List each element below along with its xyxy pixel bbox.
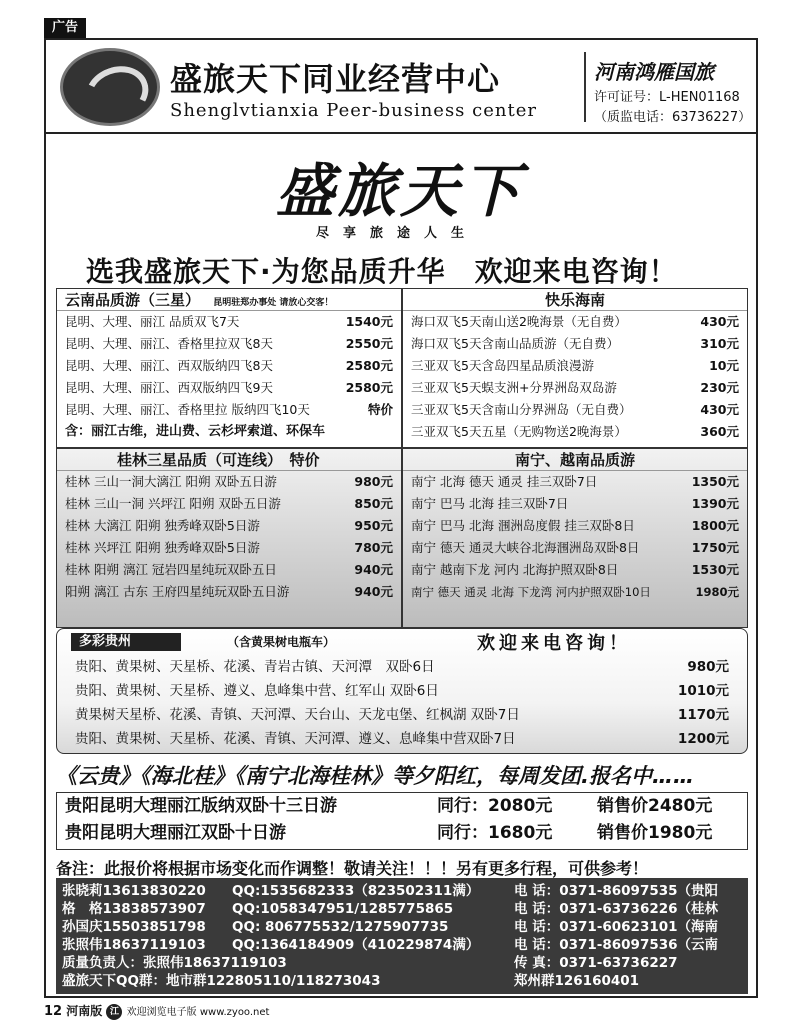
route: 贵阳、黄果树、天星桥、遵义、息峰集中营、红军山 双卧6日	[75, 683, 439, 699]
contact-row	[62, 918, 742, 936]
route: 海口双飞5天含南山品质游（无自费）	[411, 336, 619, 351]
guizhou-list	[67, 655, 737, 751]
price: 1530元	[691, 562, 739, 577]
contact-row	[62, 900, 742, 918]
list-item	[57, 333, 401, 355]
contact-row	[62, 954, 742, 972]
deal-row	[57, 820, 747, 847]
list-item	[57, 537, 401, 559]
contact-phone: 电 话：0371-60623101（海南	[514, 919, 719, 935]
list-item	[403, 377, 747, 399]
company-name-en: Shenglvtianxia Peer-business center	[170, 100, 537, 121]
footer-site: 欢迎浏览电子版 www.zyoo.net	[126, 1007, 270, 1018]
route: 桂林 阳朔 漓江 冠岩四星纯玩双卧五日	[65, 562, 277, 577]
price: 980元	[687, 659, 729, 675]
price: 1200元	[677, 731, 729, 747]
contact-qq: QQ:1364184909（410229874满）	[232, 937, 480, 953]
hainan-box	[402, 288, 748, 448]
route: 贵阳、黄果树、天星桥、花溪、青镇、天河潭、遵义、息峰集中营双卧7日	[75, 731, 516, 747]
edition: 河南版	[66, 1004, 103, 1018]
list-item	[57, 515, 401, 537]
price: 430元	[700, 402, 739, 417]
header-divider	[584, 52, 586, 122]
brand-calligraphy: 盛旅天下	[276, 157, 525, 225]
contact-row	[62, 882, 742, 900]
license-number: 许可证号：L-HEN01168	[594, 90, 740, 105]
hainan-title: 快乐海南	[403, 289, 747, 311]
price: 230元	[700, 380, 739, 395]
price: 940元	[354, 584, 393, 599]
yunnan-note: 昆明驻郑办事处 请放心交客！	[213, 298, 334, 308]
contact-name: 格 格13838573907	[62, 901, 206, 917]
route: 南宁 北海 德天 通灵 挂三双卧7日	[411, 474, 598, 489]
route: 贵阳、黄果树、天星桥、花溪、青岩古镇、天河潭 双卧6日	[75, 659, 435, 675]
price: 950元	[354, 518, 393, 533]
price: 850元	[354, 496, 393, 511]
contact-qq: QQ:1058347951/1285775865	[232, 901, 454, 917]
route: 桂林 三山一洞 兴坪江 阳朔 双卧五日游	[65, 496, 281, 511]
remark: 备注：此报价将根据市场变化而作调整！敬请关注！！！另有更多行程，可供参考！	[56, 859, 649, 878]
price: 980元	[354, 474, 393, 489]
contact-name: 张照伟18637119103	[62, 937, 206, 953]
contacts-box	[56, 878, 748, 994]
route: 三亚双飞5天含南山分界洲岛（无自费）	[411, 402, 632, 417]
guizhou-box	[56, 628, 748, 754]
fax: 传 真：0371-63736227	[514, 955, 678, 971]
qq-groups: 盛旅天下QQ群：地市群122805110/118273043	[62, 973, 381, 989]
price: 940元	[354, 562, 393, 577]
route: 南宁 德天 通灵大峡谷北海涠洲岛双卧8日	[411, 540, 640, 555]
list-item	[403, 311, 747, 333]
company-logo	[60, 48, 160, 126]
retail-price: 销售价2480元	[597, 796, 713, 816]
company-name-cn: 盛旅天下同业经营中心	[170, 60, 501, 98]
price: 1010元	[677, 683, 729, 699]
route: 昆明、大理、丽江 品质双飞7天	[65, 314, 240, 329]
price: 1980元	[695, 585, 739, 599]
list-item	[67, 679, 737, 703]
list-item	[57, 311, 401, 333]
header	[46, 40, 756, 134]
deal-route: 贵阳昆明大理丽江版纳双卧十三日游	[65, 796, 337, 816]
list-item	[67, 727, 737, 751]
price: 2550元	[345, 336, 393, 351]
yunnan-title: 云南品质游（三星）	[65, 291, 201, 309]
slogan: 选我盛旅天下·为您品质升华 欢迎来电咨询！	[86, 255, 678, 288]
route: 昆明、大理、丽江、香格里拉双飞8天	[65, 336, 273, 351]
list-item	[403, 421, 747, 443]
guilin-title: 桂林三星品质（可连线） 特价	[57, 449, 401, 471]
route: 昆明、大理、丽江、西双版纳四飞8天	[65, 358, 273, 373]
route: 南宁 巴马 北海 挂三双卧7日	[411, 496, 569, 511]
contact-qq: QQ:1535682333（823502311满）	[232, 883, 480, 899]
route: 南宁 巴马 北海 涠洲岛度假 挂三双卧8日	[411, 518, 635, 533]
nanning-box	[402, 448, 748, 628]
route: 桂林 兴坪江 阳朔 独秀峰双卧5日游	[65, 540, 260, 555]
list-item	[403, 537, 747, 559]
guizhou-sub: （含黄果树电瓶车）	[227, 635, 336, 649]
contact-row	[62, 972, 742, 990]
list-item	[57, 471, 401, 493]
route: 昆明、大理、丽江、西双版纳四飞9天	[65, 380, 273, 395]
route: 桂林 三山一洞大漓江 阳朔 双卧五日游	[65, 474, 277, 489]
yunnan-box	[56, 288, 402, 448]
quality-manager: 质量负责人：张照伟18637119103	[62, 955, 287, 971]
price: 1800元	[691, 518, 739, 533]
contact-phone: 电 话：0371-86097535（贵阳	[514, 883, 719, 899]
contact-phone: 电 话：0371-86097536（云南	[514, 937, 719, 953]
price: 310元	[700, 336, 739, 351]
list-item	[67, 655, 737, 679]
guilin-box	[56, 448, 402, 628]
contact-name: 孙国庆15503851798	[62, 919, 206, 935]
list-item	[57, 559, 401, 581]
brand-tagline: 尽享旅途人生	[316, 226, 479, 241]
route: 昆明、大理、丽江、香格里拉 版纳四飞10天	[65, 402, 310, 417]
price: 430元	[700, 314, 739, 329]
price: 1350元	[691, 474, 739, 489]
tour-grid	[56, 288, 748, 630]
price: 2580元	[345, 358, 393, 373]
page-footer	[44, 1002, 269, 1020]
list-item	[57, 399, 401, 421]
list-item	[57, 581, 401, 603]
price: 1750元	[691, 540, 739, 555]
guizhou-call: 欢迎来电咨询！	[477, 633, 631, 654]
route: 桂林 大漓江 阳朔 独秀峰双卧5日游	[65, 518, 260, 533]
route: 三亚双飞5天五星（无购物送2晚海景）	[411, 424, 627, 439]
contact-qq: QQ: 806775532/1275907735	[232, 919, 449, 935]
list-item	[403, 333, 747, 355]
route: 阳朔 漓江 古东 王府四星纯玩双卧五日游	[65, 584, 290, 599]
price: 1540元	[345, 314, 393, 329]
price: 1390元	[691, 496, 739, 511]
price: 2580元	[345, 380, 393, 395]
list-item	[403, 515, 747, 537]
route: 南宁 德天 通灵 北海 下龙湾 河内护照双卧10日	[411, 585, 651, 599]
price: 360元	[700, 424, 739, 439]
list-item	[403, 581, 747, 603]
list-item	[57, 355, 401, 377]
deal-row	[57, 793, 747, 820]
retail-price: 销售价1980元	[597, 823, 713, 843]
list-item	[403, 493, 747, 515]
deals-box	[56, 792, 748, 850]
ad-frame	[44, 38, 758, 998]
contact-name: 张晓莉13613830220	[62, 883, 206, 899]
trade-price: 同行：2080元	[437, 796, 553, 816]
magazine-mark-icon: 江	[106, 1004, 122, 1020]
list-item	[67, 703, 737, 727]
route: 三亚双飞5天含岛四星品质浪漫游	[411, 358, 594, 373]
list-item	[57, 493, 401, 515]
ad-tag: 广告	[44, 18, 86, 38]
price: 780元	[354, 540, 393, 555]
agency-name: 河南鸿雁国旅	[594, 60, 714, 84]
deal-route: 贵阳昆明大理丽江双卧十日游	[65, 823, 286, 843]
price: 1170元	[677, 707, 729, 723]
list-item	[403, 559, 747, 581]
route: 海口双飞5天南山送2晚海景（无自费）	[411, 314, 627, 329]
nanning-title: 南宁、越南品质游	[403, 449, 747, 471]
route: 南宁 越南下龙 河内 北海护照双卧8日	[411, 562, 619, 577]
supervision-phone: （质监电话：63736227）	[594, 110, 752, 125]
list-item	[403, 399, 747, 421]
route: 黄果树天星桥、花溪、青镇、天河潭、天台山、天龙屯堡、红枫湖 双卧7日	[75, 707, 520, 723]
list-item	[57, 377, 401, 399]
price: 10元	[709, 358, 739, 373]
list-item	[403, 355, 747, 377]
page-number: 12	[44, 1004, 63, 1019]
contact-phone: 电 话：0371-63736226（桂林	[514, 901, 719, 917]
list-item	[403, 471, 747, 493]
promo-banner: 《云贵》《海北桂》《南宁北海桂林》等夕阳红，每周发团.报名中……	[56, 764, 694, 788]
route: 三亚双飞5天蜈支洲+分界洲岛双岛游	[411, 380, 617, 395]
zhengzhou-group: 郑州群126160401	[514, 973, 640, 989]
contact-row	[62, 936, 742, 954]
price: 特价	[367, 402, 393, 417]
yunnan-title-bar	[57, 289, 401, 311]
yunnan-inclusions: 含：丽江古维，进山费、云杉坪索道、环保车	[65, 424, 326, 439]
guizhou-label: 多彩贵州	[71, 633, 181, 651]
trade-price: 同行：1680元	[437, 823, 553, 843]
